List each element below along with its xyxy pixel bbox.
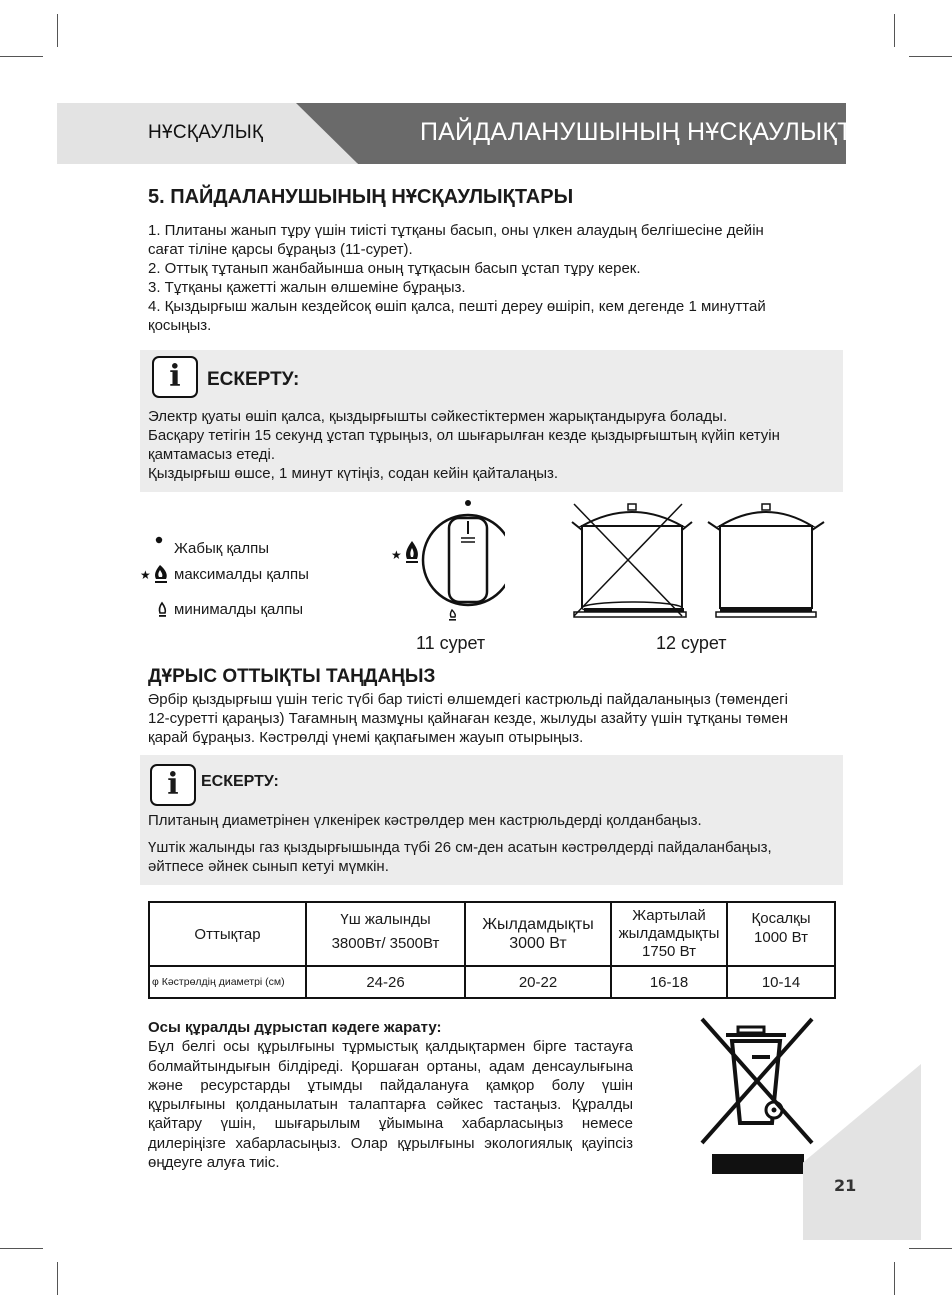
text-line: сағат тіліне қарсы бұраңыз (11-сурет). <box>148 241 413 258</box>
text-line: 3. Тұтқаны қажетті жалын өлшеміне бұраңыз. <box>148 279 466 296</box>
crop-mark <box>57 14 58 47</box>
crop-mark <box>894 1262 895 1295</box>
weee-underline-bar <box>712 1154 804 1174</box>
knob-diagram <box>385 494 505 624</box>
text-line: Электр қуаты өшіп қалса, қыздырғышты сәйкестіктермен жарықтандыруға болады. <box>148 408 728 425</box>
text-line: Басқару тетігін 15 секунд ұстап тұрыңыз, ол шығарылған кезде қыздырғыштың күйіп кетуін <box>148 427 780 444</box>
table-header-cell <box>611 902 727 966</box>
burner-table <box>148 901 836 999</box>
info-icon: i <box>150 764 196 806</box>
crop-mark <box>909 56 952 57</box>
closed-dot-icon <box>156 537 162 543</box>
legend-closed: Жабық қалпы <box>174 540 270 557</box>
burner-heading: ДҰРЫС ОТТЫҚТЫ ТАҢДАҢЫЗ <box>148 666 436 687</box>
pot-correct <box>708 504 824 617</box>
text-line: 4. Қыздырғыш жалын кездейсоқ өшіп қалса, пешті дереу өшіріп, кем дегенде 1 минуттай <box>148 298 766 315</box>
burner-text <box>148 690 838 747</box>
svg-text:★: ★ <box>140 568 151 582</box>
cell-text: 1750 Вт <box>642 943 696 960</box>
text-line: Қыздырғыш өшсе, 1 минут күтіңіз, содан кейін қайталаңыз. <box>148 465 559 482</box>
page-number: 21 <box>834 1176 857 1195</box>
max-flame-icon <box>140 562 172 586</box>
figure-11-caption: 11 сурет <box>416 633 486 653</box>
cell-text: 1000 Вт <box>754 929 808 946</box>
text-line: қарай бұраңыз. Кәстрөлді үнемі қақпағымен жауып отырыңыз. <box>148 729 584 746</box>
warning-box-2 <box>140 755 843 885</box>
weee-bin-icon <box>700 1015 816 1153</box>
header-left-title: НҰСҚАУЛЫҚ <box>148 122 264 143</box>
header-right-title: ПАЙДАЛАНУШЫНЫҢ НҰСҚАУЛЫҚТАРЫ <box>420 118 908 146</box>
table-header-row <box>149 902 835 966</box>
text-line: 2. Оттық тұтанып жанбайынша оның тұтқасын басып ұстап тұру керек. <box>148 260 641 277</box>
info-icon: i <box>152 356 198 398</box>
table-header-cell <box>149 902 306 966</box>
cell-text: Оттықтар <box>194 925 261 943</box>
text-line: 12-суретті қараңыз) Тағамның мазмұны қайнаған кезде, жылуды азайту үшін тұтқаны төмен <box>148 710 789 727</box>
crop-mark <box>0 56 43 57</box>
warning-box <box>140 350 843 492</box>
section-heading: 5. ПАЙДАЛАНУШЫНЫҢ НҰСҚАУЛЫҚТАРЫ <box>148 186 574 208</box>
pot-diagram <box>566 500 836 622</box>
text-line: Үштік жалынды газ қыздырғышында түбі 26 см-ден асатын кәстрөлдерді пайдаланбаңыз, <box>148 839 772 856</box>
figure-12-caption: 12 сурет <box>656 633 727 653</box>
text-line: Әрбір қыздырғыш үшін тегіс түбі бар тиісті өлшемдегі кастрюльді пайдаланыңыз (төмендегі <box>148 691 788 708</box>
recycling-section <box>148 1018 633 1172</box>
crop-mark <box>57 1262 58 1295</box>
cell-text: Жылдамдықты <box>482 916 594 933</box>
table-header-cell <box>306 902 465 966</box>
svg-text:★: ★ <box>391 548 402 562</box>
table-row-label: φ Кәстрөлдің диаметрі (см) <box>149 966 306 998</box>
crop-mark <box>909 1248 952 1249</box>
table-header-cell <box>465 902 611 966</box>
cell-text: Жартылай <box>632 907 706 924</box>
max-flame-icon <box>406 541 418 559</box>
text-line: қосыңыз. <box>148 317 212 334</box>
table-cell: 10-14 <box>727 966 835 998</box>
recycling-body: Бұл белгі осы құрылғыны тұрмыстық қалдықтармен бірге тастауға болмайтындығын білдіреді. Қоршаған ортаны, адам денсаулығына және ресурстарды ұтымды пайдалануға қамқор болу үшін құрылғыны қолданылатын талаптарға сәйкес тастаңыз. Құралды қайтару үшін, шығарылым ұйымына хабарласыңыз немесе дилеріңізге хабарласыңыз. Олар құрылғыны экологиялық қауіпсіз өңдеуге алуға тиіс. <box>148 1038 633 1172</box>
crop-mark <box>894 14 895 47</box>
cell-text: Үш жалынды <box>340 910 431 928</box>
legend-max: максималды қалпы <box>174 566 309 583</box>
warning-title-2: ЕСКЕРТУ: <box>201 773 279 790</box>
table-cell: 24-26 <box>306 966 465 998</box>
table-header-cell <box>727 902 835 966</box>
table-row <box>149 966 835 998</box>
cell-text: 3000 Вт <box>509 935 567 952</box>
table-cell: 16-18 <box>611 966 727 998</box>
warning-text <box>148 407 843 483</box>
warning-title: ЕСКЕРТУ: <box>207 369 300 390</box>
closed-dot-icon <box>465 500 471 506</box>
recycling-title: Осы құралды дұрыстап кәдеге жарату: <box>148 1019 442 1036</box>
warning-text-line: Плитаның диаметрінен үлкенірек кәстрөлдер мен кастрюльдерді қолданбаңыз. <box>148 812 702 829</box>
legend-min: минималды қалпы <box>174 601 304 618</box>
cell-text: жылдамдықты <box>618 925 720 942</box>
text-line: қамтамасыз етеді. <box>148 446 276 463</box>
crop-mark <box>0 1248 43 1249</box>
min-flame-icon <box>156 601 170 619</box>
instructions-text <box>148 221 838 335</box>
warning-text-2 <box>148 838 843 876</box>
text-line: әйтпесе әйнек сынып кетуі мүмкін. <box>148 858 389 875</box>
cell-text: Қосалқы <box>751 910 811 927</box>
text-line: 1. Плитаны жанып тұру үшін тиісті тұтқаны басып, оны үлкен алаудың белгішесіне дейін <box>148 222 764 239</box>
min-flame-icon <box>450 610 455 617</box>
table-cell: 20-22 <box>465 966 611 998</box>
pot-wrong <box>572 504 692 617</box>
cell-text: 3800Вт/ 3500Вт <box>331 934 440 952</box>
page-corner-shape <box>803 1064 921 1240</box>
